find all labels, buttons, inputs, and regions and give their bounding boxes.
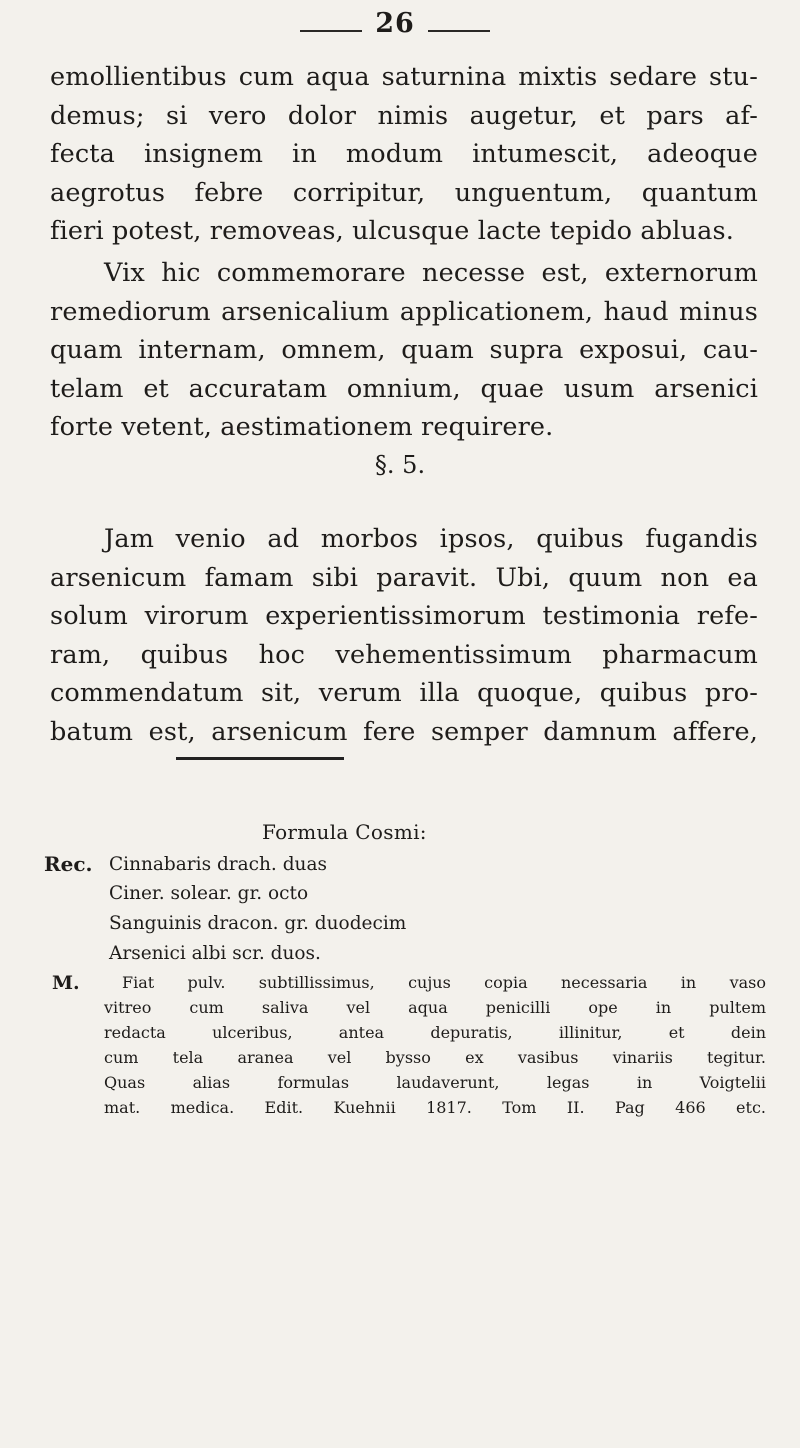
formula-title: Formula Cosmi: — [262, 820, 427, 844]
ingredient-line: Sanguinis dracon. gr. duodecim — [109, 913, 407, 934]
section-heading: §. 5. — [374, 451, 426, 479]
text-line: commendatum sit, verum illa quoque, quibus pro- — [50, 678, 758, 708]
instruction-line: mat. medica. Edit. Kuehnii 1817. Tom II. Pag 466 etc. — [104, 1098, 766, 1117]
text-line: fieri potest, removeas, ulcusque lacte tepido abluas. — [50, 216, 734, 246]
page-header — [0, 8, 800, 48]
text-line: telam et accuratam omnium, quae usum arsenici — [50, 373, 758, 404]
text-line: Vix hic commemorare necesse est, externorum — [104, 258, 758, 288]
header-rule-left — [300, 30, 362, 32]
text-line: aegrotus febre corripitur, unguentum, quantum — [50, 177, 758, 208]
page-number: 26 — [375, 8, 415, 39]
text-line: emollientibus cum aqua saturnina mixtis sedare stu- — [50, 62, 758, 92]
text-line: demus; si vero dolor nimis augetur, et pars af- — [50, 100, 758, 131]
paragraph-1 — [50, 58, 758, 251]
m-label: M. — [52, 972, 80, 994]
footnote-divider — [176, 757, 344, 760]
paragraph-3 — [50, 520, 758, 751]
instruction-line: cum tela aranea vel bysso ex vasibus vinariis tegitur. — [104, 1048, 766, 1067]
instruction-line: vitreo cum saliva vel aqua penicilli ope in pultem — [104, 998, 766, 1017]
paragraph-2 — [50, 254, 758, 447]
text-line: remediorum arsenicalium applicationem, haud minus — [50, 296, 758, 327]
text-line: batum est, arsenicum fere semper damnum affere, — [50, 716, 758, 747]
text-line: solum virorum experientissimorum testimonia refe- — [50, 601, 758, 631]
header-rule-right — [428, 30, 490, 32]
text-line: arsenicum famam sibi paravit. Ubi, quum non ea — [50, 562, 758, 593]
ingredient-line: Ciner. solear. gr. octo — [109, 883, 309, 904]
instruction-line: Fiat pulv. subtillissimus, cujus copia necessaria in vaso — [122, 973, 766, 992]
formula-instructions — [104, 970, 766, 1120]
text-line: fecta insignem in modum intumescit, adeoque — [50, 139, 758, 169]
text-line: ram, quibus hoc vehementissimum pharmacum — [50, 639, 758, 670]
instruction-line: Quas alias formulas laudaverunt, legas in Voigtelii — [104, 1073, 766, 1092]
text-line: Jam venio ad morbos ipsos, quibus fugandis — [104, 524, 758, 554]
text-line: forte vetent, aestimationem requirere. — [50, 412, 554, 442]
text-line: quam internam, omnem, quam supra exposui, cau- — [50, 335, 758, 365]
rec-label: Rec. — [44, 852, 93, 876]
instruction-line: redacta ulceribus, antea depuratis, illinitur, et dein — [104, 1023, 766, 1042]
ingredient-line: Cinnabaris drach. duas — [109, 854, 327, 875]
ingredient-line: Arsenici albi scr. duos. — [109, 943, 321, 964]
